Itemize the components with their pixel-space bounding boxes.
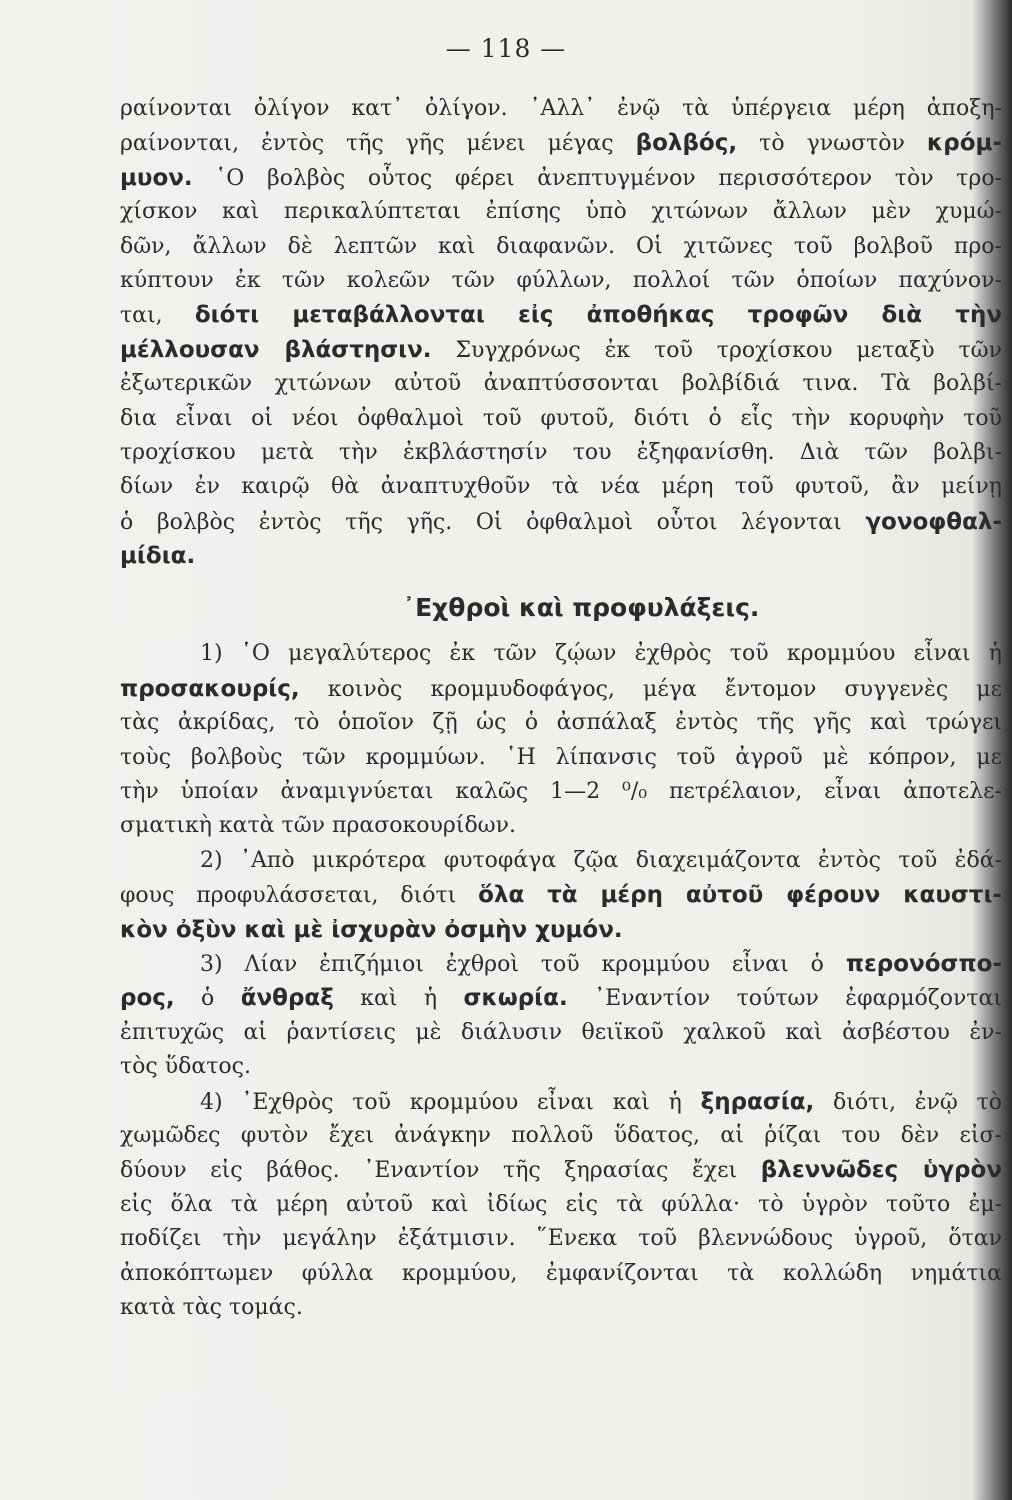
bold-term: βολβός, xyxy=(635,130,738,157)
text-line xyxy=(120,672,1002,706)
text-run: ται, xyxy=(120,303,195,329)
text-run: 4) ᾽Εχθρὸς τοῦ κρομμύου εἶναι καὶ ἡ xyxy=(200,1089,701,1115)
text-run: ποδίζει τὴν μεγάλην ἐξάτμισιν. ῞Ενεκα τοῦ βλεννώδους ὑγροῦ, ὅταν xyxy=(120,1226,1002,1252)
text-line xyxy=(120,92,1002,126)
text-run: τροχίσκου μετὰ τὴν ἐκβλάστησίν του ἐξηφανίσθη. Διὰ τῶν βολβι- xyxy=(120,439,1002,465)
text-line xyxy=(120,1085,1002,1119)
bold-term: προσακουρίς, xyxy=(120,675,300,702)
text-line xyxy=(120,706,1002,740)
text-run: χωμῶδες φυτὸν ἔχει ἀνάγκην πολλοῦ ὕδατος, αἱ ῥίζαι του δὲν εἰσ- xyxy=(120,1122,1002,1148)
text-run: ἐξωτερικῶν χιτώνων αὐτοῦ ἀναπτύσσονται βολβίδιά τινα. Τὰ βολβί- xyxy=(120,371,1002,397)
text-run: δύουν εἰς βάθος. ᾽Εναντίον τῆς ξηρασίας ἔχει xyxy=(120,1158,761,1184)
text-line xyxy=(120,844,1002,878)
text-line xyxy=(120,741,1002,775)
text-line xyxy=(120,913,1002,947)
text-line xyxy=(120,402,1002,436)
text-run: ὁ βολβὸς ἐντὸς τῆς γῆς. Οἱ ὀφθαλμοὶ οὗτοι λέγονται xyxy=(120,509,866,535)
text-line xyxy=(120,436,1002,470)
text-run: κατὰ τὰς τομάς. xyxy=(120,1294,303,1320)
text-run: δῶν, ἄλλων δὲ λεπτῶν καὶ διαφανῶν. Οἱ χιτῶνες τοῦ βολβοῦ προ- xyxy=(120,233,1002,259)
text-run: ραίνονται, ἐντὸς τῆς γῆς μένει μέγας xyxy=(120,131,636,157)
text-line xyxy=(120,505,1002,539)
text-line xyxy=(120,470,1002,504)
bold-term: κὸν ὀξὺν καὶ μὲ ἰσχυρὰν ὀσμὴν χυμόν. xyxy=(120,916,623,943)
text-line xyxy=(120,1050,1002,1084)
bold-term: μίδια. xyxy=(120,543,196,570)
text-run: ἀποκόπτωμεν φύλλα κρομμύου, ἐμφανίζονται τὰ κολλώδη νημάτια xyxy=(120,1260,1002,1286)
text-run: κοινὸς κρομμυδοφάγος, μέγα ἔντομον συγγενὲς με xyxy=(299,676,1002,702)
text-run: ᾽Εναντίον τούτων ἐφαρμόζονται xyxy=(567,986,1002,1012)
text-run: καὶ ἡ xyxy=(333,986,464,1012)
bold-term: μέλλουσαν βλάστησιν. xyxy=(120,336,432,363)
page-body xyxy=(120,92,1002,1325)
text-line xyxy=(120,539,1002,573)
section-title: ᾽Εχθροὶ καὶ προφυλάξεις. xyxy=(402,593,760,623)
text-run: ραίνονται ὀλίγον κατ᾽ ὀλίγον. ᾽Αλλ᾽ ἐνῷ τὰ ὑπέργεια μέρη ἀποξη- xyxy=(120,96,1002,121)
enemy-item-1 xyxy=(120,637,1002,843)
text-run: ῾Ο βολβὸς οὗτος φέρει ἀνεπτυγμένον περισσότερον τὸν τρο- xyxy=(192,165,1002,191)
text-line xyxy=(120,126,1002,160)
enemy-item-4 xyxy=(120,1085,1002,1326)
text-line xyxy=(120,775,1002,809)
page-number: — 118 — xyxy=(445,34,567,63)
text-line xyxy=(120,298,1002,332)
text-run: δίων ἐν καιρῷ θὰ ἀναπτυχθοῦν τὰ νέα μέρη τοῦ φυτοῦ, ἂν μείνῃ xyxy=(120,474,1002,500)
bold-term: ἄνθραξ xyxy=(240,985,334,1012)
bold-term: μυον. xyxy=(120,164,193,191)
text-run: διότι, ἐνῷ τὸ xyxy=(814,1089,1002,1115)
text-line xyxy=(120,195,1002,229)
enemy-item-2 xyxy=(120,844,1002,947)
bold-term: σκωρία. xyxy=(463,985,568,1012)
text-line xyxy=(120,637,1002,671)
text-line xyxy=(120,264,1002,298)
bold-term: ρος, xyxy=(120,985,175,1012)
enemy-item-3 xyxy=(120,947,1002,1085)
bold-term: ξηρασία, xyxy=(700,1088,815,1115)
bold-term: ὅλα τὰ μέρη αὐτοῦ φέρουν καυστι- xyxy=(478,882,1002,909)
text-line xyxy=(120,1222,1002,1256)
text-line xyxy=(120,1119,1002,1153)
text-line xyxy=(120,1016,1002,1050)
text-line xyxy=(120,1257,1002,1291)
text-run: τὰς ἀκρίδας, τὸ ὁποῖον ζῇ ὡς ὁ ἀσπάλαξ ἐντὸς τῆς γῆς καὶ τρώγει xyxy=(120,710,1002,736)
bold-term: περονόσπο- xyxy=(845,950,1002,977)
text-run: κύπτουν ἐκ τῶν κολεῶν τῶν φύλλων, πολλοί τῶν ὁποίων παχύνον- xyxy=(120,267,1002,293)
text-line xyxy=(120,333,1002,367)
text-run: χίσκον καὶ περικαλύπτεται ἐπίσης ὑπὸ χιτώνων ἄλλων μὲν χυμώ- xyxy=(120,199,1002,225)
bold-term: διότι μεταβάλλονται εἰς ἀποθήκας τροφῶν διὰ τὴν xyxy=(194,302,1002,329)
paragraph-bulb xyxy=(120,92,1002,573)
bold-term: γονοφθαλ- xyxy=(865,508,1002,535)
text-line xyxy=(120,230,1002,264)
text-run: 3) Λίαν ἐπιζήμιοι ἐχθροὶ τοῦ κρομμύου εἶναι ὁ xyxy=(200,951,846,977)
text-line xyxy=(120,1291,1002,1325)
text-run: 2) ᾽Απὸ μικρότερα φυτοφάγα ζῷα διαχειμάζοντα ἐντὸς τοῦ ἐδά- xyxy=(200,847,1002,873)
text-run: ὁ xyxy=(174,986,241,1012)
text-run: δια εἶναι οἱ νέοι ὀφθαλμοὶ τοῦ φυτοῦ, διότι ὁ εἷς τὴν κορυφὴν τοῦ xyxy=(120,405,1002,431)
text-line xyxy=(120,981,1002,1015)
text-run: τὸς ὕδατος. xyxy=(120,1054,251,1080)
text-line xyxy=(120,367,1002,401)
text-run: τὴν ὑποίαν ἀναμιγνύεται καλῶς 1—2 ⁰/₀ πετρέλαιον, εἶναι ἀποτελε- xyxy=(120,779,1002,805)
bold-term: βλεννῶδες ὑγρὸν xyxy=(760,1157,1002,1184)
text-line xyxy=(120,1188,1002,1222)
text-run: 1) ῾Ο μεγαλύτερος ἐκ τῶν ζῴων ἐχθρὸς τοῦ κρομμύου εἶναι ἡ xyxy=(200,641,1002,667)
text-run: τοὺς βολβοὺς τῶν κρομμύων. ῾Η λίπανσις τοῦ ἀγροῦ μὲ κόπρον, με xyxy=(120,744,1002,770)
text-run: εἰς ὅλα τὰ μέρη αὐτοῦ καὶ ἰδίως εἰς τὰ φύλλα· τὸ ὑγρὸν τοῦτο ἐμ- xyxy=(120,1191,1002,1217)
text-run: Συγχρόνως ἐκ τοῦ τροχίσκου μεταξὺ τῶν xyxy=(431,337,1002,363)
text-line xyxy=(120,809,1002,843)
bold-term: κρόμ- xyxy=(926,130,1002,157)
text-line xyxy=(120,947,1002,981)
text-line xyxy=(120,1153,1002,1187)
text-run: τὸ γνωστὸν xyxy=(737,131,927,157)
text-run: σματικὴ κατὰ τῶν πρασοκουρίδων. xyxy=(120,813,516,839)
text-run: ἐπιτυχῶς αἱ ῥαντίσεις μὲ διάλυσιν θειϊκοῦ χαλκοῦ καὶ ἀσβέστου ἐν- xyxy=(120,1019,1002,1045)
text-run: φους προφυλάσσεται, διότι xyxy=(120,883,479,909)
text-line xyxy=(120,161,1002,195)
text-line xyxy=(120,878,1002,912)
